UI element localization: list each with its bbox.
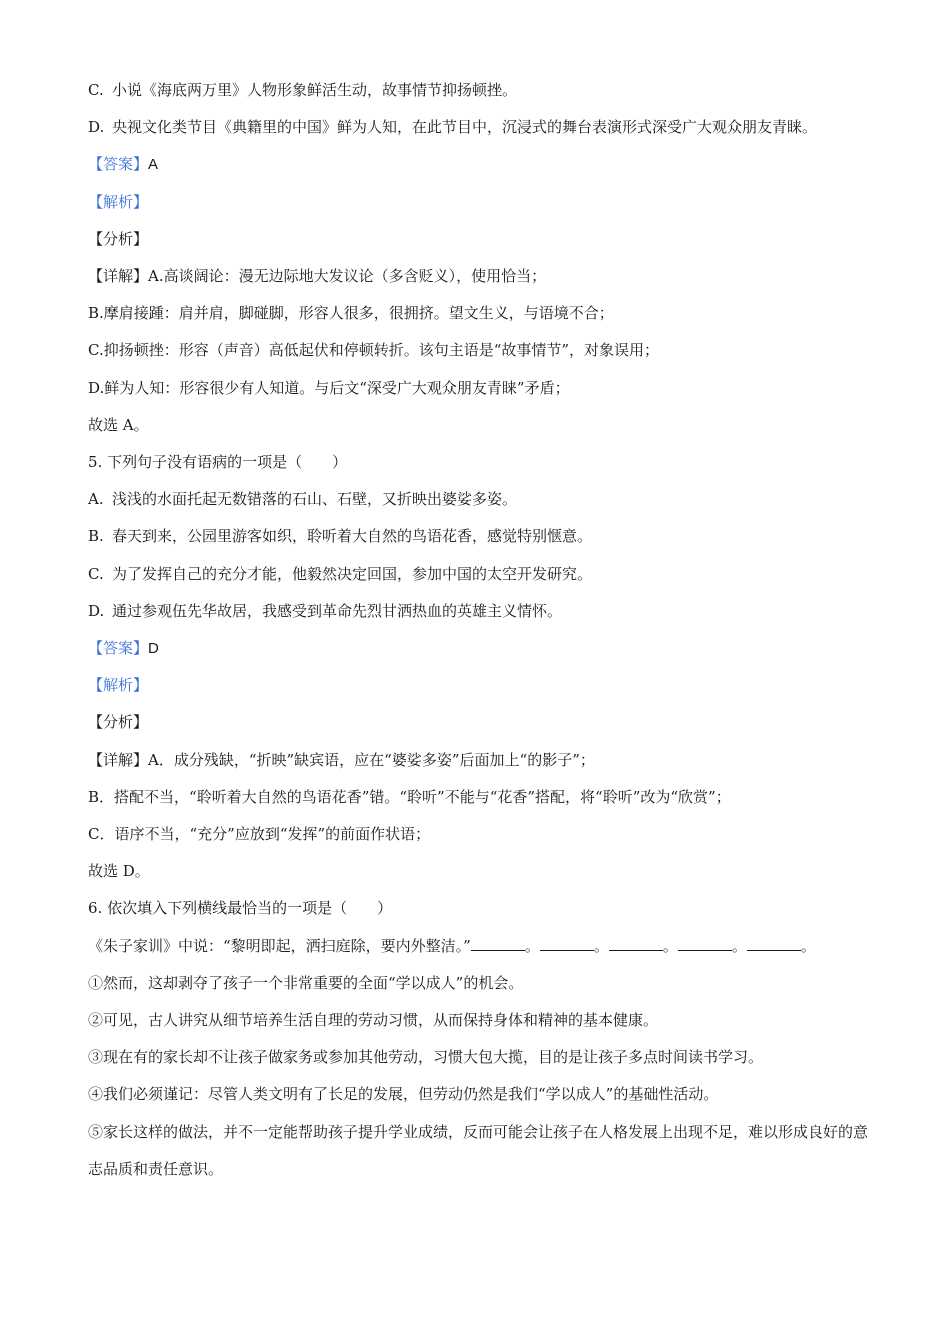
answer-value: D (148, 640, 159, 658)
lead-text: 《朱子家训》中说：“黎明即起，洒扫庭除，要内外整洁。” (88, 936, 471, 955)
fill-blank (540, 938, 594, 951)
q6-lead (88, 928, 878, 965)
q5-analysis-label: 【解析】 (88, 676, 149, 695)
q5-detail-c: C．语序不当，“充分”应放到“发挥”的前面作状语； (88, 825, 431, 844)
blank-sep: 。 (662, 936, 678, 955)
q5-fenxi-label: 【分析】 (88, 713, 149, 732)
blank-sep: 。 (593, 936, 609, 955)
q5-option-c (88, 556, 878, 593)
option-text: 央视文化类节目《典籍里的中国》鲜为人知，在此节目中，沉浸式的舞台表演形式深受广大观众朋友青睐。 (112, 118, 818, 137)
fill-blank (471, 938, 525, 951)
detail-label: 【详解】 (88, 750, 149, 769)
fill-blank (609, 938, 663, 951)
detail-text: A．成分残缺，“折映”缺宾语，应在“婆娑多姿”后面加上“的影子”； (148, 750, 595, 769)
q4-detail-a (88, 258, 878, 295)
q4-answer (88, 146, 878, 183)
q6-item-1: ①然而，这却剥夺了孩子一个非常重要的全面“学以成人”的机会。 (88, 973, 524, 992)
fill-blank (747, 938, 801, 951)
q4-conclusion: 故选 A。 (88, 415, 149, 434)
option-text: 通过参观伍先华故居，我感受到革命先烈甘洒热血的英雄主义情怀。 (112, 601, 563, 620)
blank-sep: 。 (800, 936, 816, 955)
q4-option-c (88, 72, 878, 109)
q5-detail-b: B．搭配不当，“聆听着大自然的鸟语花香”错。“聆听”不能与“花香”搭配，将“聆听”改为“欣赏”； (88, 787, 731, 806)
option-text: 浅浅的水面托起无数错落的石山、石壁，又折映出婆娑多姿。 (112, 490, 518, 509)
option-letter: D. (88, 118, 105, 137)
q6-item-2: ②可见，古人讲究从细节培养生活自理的劳动习惯，从而保持身体和精神的基本健康。 (88, 1011, 659, 1030)
q5-option-d (88, 593, 878, 630)
q5-question: 5. 下列句子没有语病的一项是（ ） (88, 453, 348, 472)
detail-text: A.高谈阔论：漫无边际地大发议论（多含贬义），使用恰当； (148, 267, 547, 286)
detail-label: 【详解】 (88, 267, 149, 286)
q4-option-d (88, 109, 878, 146)
blank-sep: 。 (731, 936, 747, 955)
q4-detail-b: B.摩肩接踵：肩并肩，脚碰脚，形容人很多，很拥挤。望文生义，与语境不合； (88, 304, 614, 323)
q6-item-4: ④我们必须谨记：尽管人类文明有了长足的发展，但劳动仍然是我们“学以成人”的基础性活动。 (88, 1085, 719, 1104)
answer-value: A (148, 156, 159, 174)
q6-item-3: ③现在有的家长却不让孩子做家务或参加其他劳动，习惯大包大揽，目的是让孩子多点时间读书学习。 (88, 1048, 764, 1067)
q4-detail-d: D.鲜为人知：形容很少有人知道。与后文“深受广大观众朋友青睐”矛盾； (88, 378, 570, 397)
option-text: 春天到来，公园里游客如织，聆听着大自然的鸟语花香，感觉特别惬意。 (112, 527, 593, 546)
q5-detail-a (88, 742, 878, 779)
q6-item-5: ⑤家长这样的做法，并不一定能帮助孩子提升学业成绩，反而可能会让孩子在人格发展上出现不足，难以形成良好的意志品质和责任意识。 (88, 1122, 869, 1178)
option-letter: C. (88, 564, 104, 583)
option-letter: C. (88, 81, 104, 99)
option-letter: B. (88, 527, 104, 546)
document-page (88, 72, 878, 1188)
q5-conclusion: 故选 D。 (88, 862, 150, 881)
fill-blank (678, 938, 732, 951)
q4-detail-c: C.抑扬顿挫：形容（声音）高低起伏和停顿转折。该句主语是“故事情节”，对象误用； (88, 341, 660, 360)
q5-option-b (88, 518, 878, 555)
q6-question: 6. 依次填入下列横线最恰当的一项是（ ） (88, 899, 393, 918)
answer-label: 【答案】 (88, 155, 149, 174)
q5-option-a (88, 481, 878, 518)
option-letter: D. (88, 601, 105, 620)
q4-analysis-label: 【解析】 (88, 192, 149, 211)
option-text: 小说《海底两万里》人物形象鲜活生动，故事情节抑扬顿挫。 (112, 81, 518, 99)
blank-sep: 。 (524, 936, 540, 955)
answer-label: 【答案】 (88, 639, 149, 658)
option-letter: A. (88, 490, 104, 509)
option-text: 为了发挥自己的充分才能，他毅然决定回国，参加中国的太空开发研究。 (112, 564, 593, 583)
q5-answer (88, 630, 878, 667)
q4-fenxi-label: 【分析】 (88, 229, 149, 248)
